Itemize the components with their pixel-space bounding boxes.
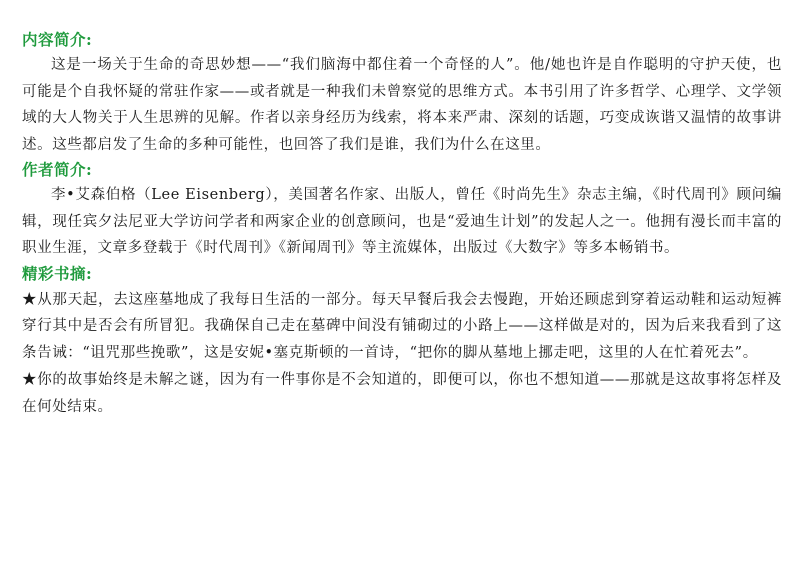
author-heading: 作者简介: — [22, 160, 93, 179]
intro-body: 这是一场关于生命的奇思妙想——“我们脑海中都住着一个奇怪的人”。他/她也许是自作聪明的守护天使，也可能是个自我怀疑的常驻作家——或者就是一种我们未曾察觉的思维方式。本书引用了许多哲学、心理学、文学领域的大人物关于人生思辨的见解。作者以亲身经历为线索，将本来严肃、深刻的话题，巧变成诙谐又温情的故事讲述。这些都启发了生命的多种可能性，也回答了我们是谁，我们为什么在这里。 — [22, 57, 782, 153]
excerpt-item: ★从那天起，去这座墓地成了我每日生活的一部分。每天早餐后我会去慢跑，开始还顾虑到穿着运动鞋和运动短裤穿行其中是否会有所冒犯。我确保自己走在墓碑中间没有铺砌过的小路上——这样做是对的，因为后来我看到了这条告诫：“诅咒那些挽歌”，这是安妮•塞克斯顿的一首诗，“把你的脚从墓地上挪走吧，这里的人在忙着死去”。 — [22, 291, 782, 361]
author-body: 李•艾森伯格（Lee Eisenberg），美国著名作家、出版人，曾任《时尚先生》杂志主编，《时代周刊》顾问编辑，现任宾夕法尼亚大学访问学者和两家企业的创意顾问，也是“爱迪生计划”的发起人之一。他拥有漫长而丰富的职业生涯，文章多登载于《时代周刊》《新闻周刊》等主流媒体，出版过《大数字》等多本畅销书。 — [22, 187, 782, 256]
excerpt-item: ★你的故事始终是未解之谜，因为有一件事你是不会知道的，即便可以，你也不想知道——那就是这故事将怎样及在何处结束。 — [22, 372, 782, 415]
author-section — [22, 158, 782, 262]
excerpts-section — [22, 262, 782, 421]
document-page — [22, 28, 782, 420]
intro-heading: 内容简介: — [22, 30, 93, 49]
excerpts-heading: 精彩书摘: — [22, 263, 93, 283]
intro-section — [22, 28, 782, 158]
